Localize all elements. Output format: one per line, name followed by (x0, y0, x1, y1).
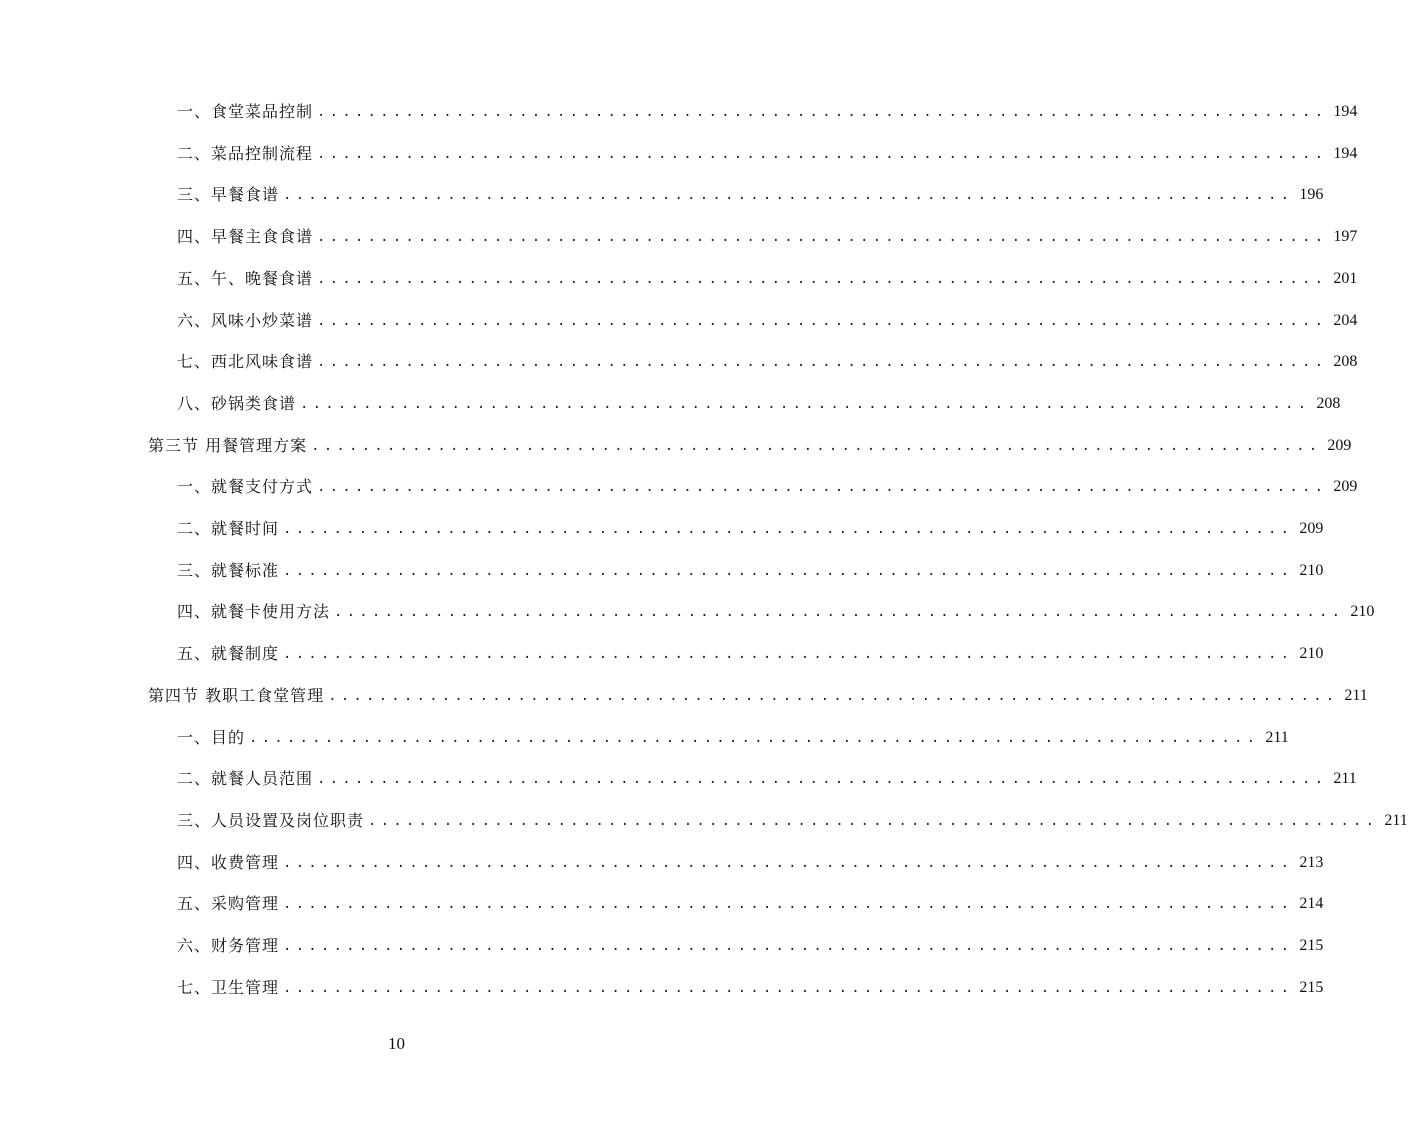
toc-entry-page-number: 209 (1327, 436, 1352, 454)
toc-leader-dots: ................................................................................ (317, 771, 1328, 788)
toc-entry-page-number: 210 (1299, 561, 1324, 579)
toc-entry[interactable] (177, 848, 1324, 878)
toc-entry-title: 第三节 用餐管理方案 (148, 435, 308, 455)
toc-entry-page-number: 213 (1299, 853, 1324, 871)
page-number: 10 (388, 1034, 405, 1053)
toc-leader-dots: ................................................................................ (249, 729, 1260, 746)
toc-entry-page-number: 196 (1299, 186, 1324, 204)
toc-leader-dots: ................................................................................ (317, 104, 1328, 120)
toc-entry-page-number: 215 (1299, 937, 1324, 954)
toc-entry-page-number: 194 (1333, 103, 1358, 120)
toc-entry[interactable] (177, 556, 1324, 586)
toc-entry-page-number: 194 (1333, 144, 1358, 162)
toc-leader-dots: ................................................................................ (283, 896, 1294, 913)
toc-entry-title: 七、西北风味食谱 (177, 352, 314, 372)
toc-entry-page-number: 211 (1384, 811, 1408, 829)
toc-entry-title: 第四节 教职工食堂管理 (148, 685, 325, 705)
toc-leader-dots: ................................................................................ (317, 354, 1328, 371)
toc-entry-title: 六、风味小炒菜谱 (177, 310, 314, 330)
toc-entry[interactable] (177, 347, 1358, 377)
toc-leader-dots: ................................................................................ (283, 979, 1294, 996)
toc-entry[interactable] (177, 639, 1324, 669)
toc-entry-title: 二、就餐时间 (177, 519, 280, 538)
toc-entry-page-number: 211 (1333, 770, 1357, 788)
toc-entry[interactable] (177, 222, 1358, 252)
toc-entry-title: 三、人员设置及岗位职责 (177, 810, 365, 830)
toc-leader-dots: ................................................................................ (283, 187, 1294, 204)
toc-leader-dots: ................................................................................ (328, 687, 1339, 704)
toc-entry-page-number: 210 (1299, 645, 1324, 663)
toc-entry[interactable] (177, 806, 1408, 836)
toc-entry[interactable] (177, 97, 1358, 127)
toc-entry-title: 一、就餐支付方式 (177, 477, 314, 497)
toc-entry-title: 八、砂锅类食谱 (177, 393, 297, 413)
toc-entry-page-number: 211 (1265, 728, 1289, 746)
toc-entry-title: 五、就餐制度 (177, 644, 280, 664)
toc-leader-dots: ................................................................................ (283, 854, 1294, 871)
toc-leader-dots: ................................................................................ (283, 562, 1294, 579)
toc-leader-dots: ................................................................................ (283, 646, 1294, 663)
toc-entry-title: 六、财务管理 (177, 936, 280, 955)
toc-leader-dots: ................................................................................ (317, 312, 1328, 329)
toc-leader-dots: ................................................................................ (300, 395, 1311, 412)
toc-entry[interactable] (177, 723, 1289, 753)
toc-entry-title: 三、早餐食谱 (177, 185, 280, 205)
toc-entry[interactable] (177, 264, 1358, 294)
toc-leader-dots: ................................................................................ (317, 145, 1328, 162)
toc-leader-dots: ................................................................................ (368, 812, 1379, 829)
toc-entry-page-number: 211 (1344, 686, 1368, 704)
toc-entry-title: 四、就餐卡使用方法 (177, 602, 331, 622)
toc-leader-dots: ................................................................................ (317, 270, 1328, 287)
toc-leader-dots: ................................................................................ (334, 604, 1345, 621)
toc-entry[interactable] (177, 889, 1324, 919)
toc-leader-dots: ................................................................................ (283, 938, 1294, 954)
toc-entry-page-number: 210 (1350, 603, 1375, 621)
toc-entry-title: 五、采购管理 (177, 894, 280, 914)
toc-entry-title: 一、目的 (177, 727, 246, 747)
toc-entry[interactable] (177, 514, 1324, 544)
toc-entry-title: 七、卫生管理 (177, 977, 280, 997)
toc-entry-page-number: 215 (1299, 978, 1324, 996)
toc-entry[interactable] (177, 597, 1375, 627)
toc-entry[interactable] (177, 139, 1358, 169)
toc-section-entry[interactable] (148, 431, 1352, 461)
toc-entry[interactable] (177, 472, 1358, 502)
toc-entry-page-number: 214 (1299, 895, 1324, 913)
toc-entry-page-number: 197 (1333, 228, 1358, 246)
toc-entry-page-number: 209 (1299, 520, 1324, 537)
toc-leader-dots: ................................................................................ (311, 437, 1322, 454)
toc-entry-title: 三、就餐标准 (177, 560, 280, 580)
toc-entry[interactable] (177, 764, 1357, 794)
toc-entry-title: 二、菜品控制流程 (177, 143, 314, 163)
toc-entry-title: 一、食堂菜品控制 (177, 102, 314, 121)
toc-entry-title: 四、早餐主食食谱 (177, 227, 314, 247)
toc-entry-title: 四、收费管理 (177, 852, 280, 872)
toc-entry-page-number: 208 (1316, 394, 1341, 412)
toc-entry[interactable] (177, 973, 1324, 1003)
toc-leader-dots: ................................................................................ (317, 229, 1328, 246)
toc-entry[interactable] (177, 389, 1341, 419)
toc-entry[interactable] (177, 306, 1358, 336)
toc-section-entry[interactable] (148, 681, 1368, 711)
toc-entry-title: 五、午、晚餐食谱 (177, 268, 314, 288)
toc-entry[interactable] (177, 180, 1324, 210)
toc-entry[interactable] (177, 931, 1324, 961)
toc-entry-page-number: 204 (1333, 311, 1358, 329)
toc-entry-page-number: 209 (1333, 478, 1358, 496)
toc-entry-title: 二、就餐人员范围 (177, 769, 314, 789)
toc-leader-dots: ................................................................................ (283, 521, 1294, 537)
toc-leader-dots: ................................................................................ (317, 479, 1328, 496)
toc-entry-page-number: 201 (1333, 269, 1358, 287)
toc-entry-page-number: 208 (1333, 353, 1358, 371)
